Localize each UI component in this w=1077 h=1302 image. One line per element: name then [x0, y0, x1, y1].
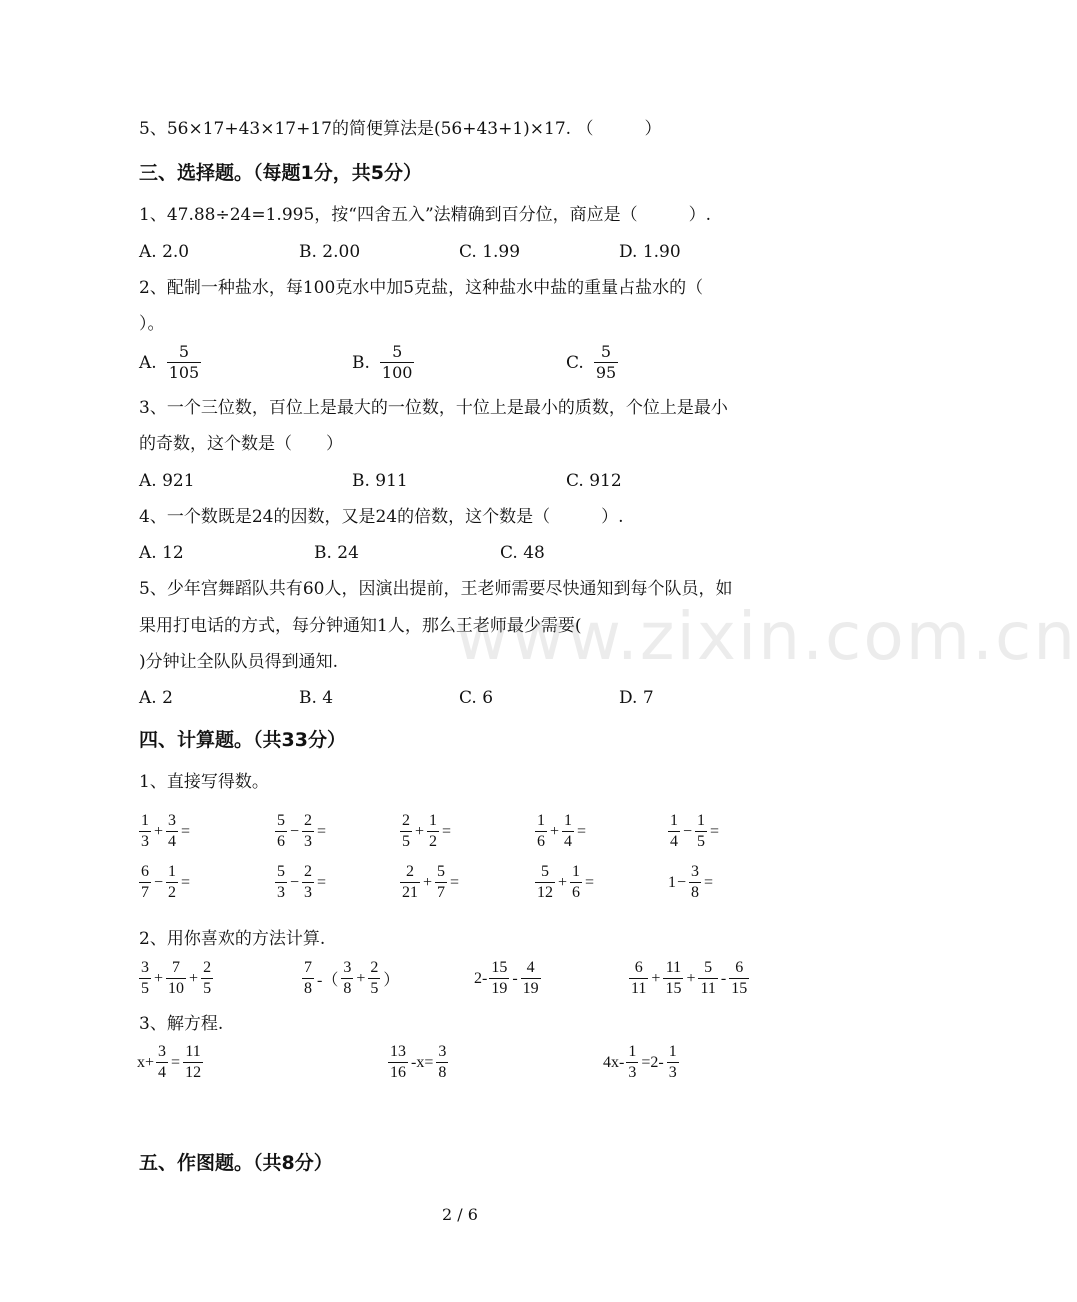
- numerator: 1: [628, 1043, 637, 1060]
- equals-sign: =: [585, 873, 595, 891]
- mental-calc-r2-2: [273, 862, 327, 903]
- fraction: [698, 958, 717, 999]
- fraction: [139, 958, 151, 999]
- section-3-heading: 三、选择题。（每题1分，共5分）: [139, 162, 422, 184]
- q5-option-d: D. 7: [619, 688, 654, 708]
- denominator: 8: [691, 884, 700, 901]
- numerator: 5: [600, 342, 612, 361]
- numerator: 5: [392, 342, 403, 361]
- q1-option-d: D. 1.90: [619, 242, 681, 262]
- fraction: [695, 811, 707, 852]
- calc-part-1-title: 1、直接写得数。: [139, 772, 269, 792]
- numerator: 1: [670, 812, 678, 829]
- denominator: 8: [438, 1064, 447, 1081]
- equals-sign: =: [181, 822, 191, 840]
- numerator: 5: [178, 342, 190, 361]
- fraction: [341, 958, 353, 999]
- section-5-heading: 五、作图题。（共8分）: [139, 1152, 333, 1174]
- q2-option-c: [566, 342, 620, 383]
- choice-question-5-line3: )分钟让全队队员得到通知.: [139, 652, 339, 672]
- denominator: 4: [168, 833, 177, 850]
- numerator: 11: [185, 1043, 201, 1060]
- denominator: 95: [595, 363, 617, 382]
- denominator: 5: [370, 980, 379, 997]
- denominator: 15: [665, 980, 682, 997]
- equation-1: [137, 1042, 205, 1083]
- mental-calc-r1-3: [398, 811, 452, 852]
- numerator: 1: [429, 812, 438, 829]
- fraction: [535, 862, 555, 903]
- numerator: 3: [343, 959, 352, 976]
- equals-sign: =: [181, 873, 191, 891]
- numerator: 1: [168, 863, 177, 880]
- fraction: [166, 958, 186, 999]
- choice-question-2-line2: ）。: [139, 314, 165, 334]
- equation-prefix: x+: [137, 1053, 155, 1071]
- numerator: 3: [141, 959, 149, 976]
- calc-expression-2: [300, 958, 400, 999]
- mental-calc-r1-4: [533, 811, 587, 852]
- q4-option-b: B. 24: [314, 543, 359, 563]
- equals-sign: =: [442, 822, 452, 840]
- denominator: 5: [141, 980, 149, 997]
- numerator: 7: [304, 959, 312, 976]
- fraction: [388, 1042, 408, 1083]
- fraction: [275, 862, 287, 903]
- calc-part-2-title: 2、用你喜欢的方法计算.: [139, 929, 326, 949]
- equals-sign: =: [577, 822, 587, 840]
- operator: +: [154, 822, 164, 840]
- operator: −: [154, 873, 164, 891]
- numerator: 2: [304, 863, 313, 880]
- operator: +: [189, 969, 199, 987]
- whole-number: 2-: [474, 969, 488, 987]
- numerator: 1: [141, 812, 149, 829]
- equation-prefix: 4x-: [603, 1053, 625, 1071]
- q5-option-c: C. 6: [459, 688, 494, 708]
- fraction: [535, 811, 547, 852]
- fraction: [183, 1042, 203, 1083]
- denominator: 3: [668, 1064, 677, 1081]
- numerator: 7: [172, 959, 181, 976]
- mental-calc-r2-1: [137, 862, 191, 903]
- denominator: 6: [277, 833, 285, 850]
- fraction: [570, 862, 582, 903]
- choice-question-2-line1: 2、配制一种盐水，每100克水中加5克盐，这种盐水中盐的重量占盐水的（: [139, 278, 704, 298]
- fraction: [275, 811, 287, 852]
- watermark: www.zixin.com.cn: [455, 598, 1077, 675]
- fraction: [368, 958, 380, 999]
- equals-sign: =: [710, 822, 720, 840]
- denominator: 4: [670, 833, 678, 850]
- q2-option-a: [139, 342, 203, 383]
- fraction: [139, 811, 151, 852]
- denominator: 3: [141, 833, 149, 850]
- mental-calc-r1-1: [137, 811, 191, 852]
- section-4-heading: 四、计算题。（共33分）: [139, 729, 346, 751]
- numerator: 5: [277, 812, 285, 829]
- fraction: [521, 958, 541, 999]
- operator: -（: [317, 972, 339, 989]
- fraction: [427, 811, 439, 852]
- choice-question-5-line2: 果用打电话的方式，每分钟通知1人，那么王老师最少需要(: [139, 616, 582, 636]
- operator: −: [290, 873, 300, 891]
- fraction: [201, 958, 213, 999]
- denominator: 19: [491, 980, 508, 997]
- operator: +: [154, 969, 164, 987]
- denominator: 4: [158, 1064, 167, 1081]
- q3-option-b: B. 911: [352, 471, 408, 491]
- fraction: [166, 862, 178, 903]
- equals-sign: =: [317, 822, 327, 840]
- denominator: 12: [185, 1064, 202, 1081]
- fraction: [302, 862, 314, 903]
- numerator: 2: [304, 812, 313, 829]
- operator: +: [423, 873, 433, 891]
- numerator: 2: [370, 959, 379, 976]
- q1-option-b: B. 2.00: [299, 242, 361, 262]
- denominator: 10: [168, 980, 185, 997]
- operator: −: [677, 873, 687, 891]
- denominator: 4: [564, 833, 573, 850]
- numerator: 1: [564, 812, 573, 829]
- equation-middle: =2-: [641, 1053, 664, 1071]
- operator: +: [415, 822, 425, 840]
- denominator: 7: [141, 884, 149, 901]
- q2-option-b: [352, 342, 416, 383]
- calc-expression-4: [627, 958, 751, 999]
- numerator: 5: [704, 959, 713, 976]
- operator: -: [720, 969, 727, 987]
- numerator: 5: [277, 863, 285, 880]
- numerator: 3: [158, 1043, 167, 1060]
- numerator: 2: [402, 812, 410, 829]
- fraction: [489, 958, 509, 999]
- mental-calc-r2-3: [398, 862, 460, 903]
- fraction: [626, 1042, 638, 1083]
- denominator: 8: [304, 980, 312, 997]
- operator: +: [651, 969, 661, 987]
- fraction: [663, 958, 683, 999]
- numerator: 2: [406, 863, 414, 880]
- q2-option-c-fraction: [594, 342, 618, 383]
- denominator: 2: [168, 884, 177, 901]
- q5-option-b: B. 4: [299, 688, 334, 708]
- numerator: 13: [390, 1043, 406, 1060]
- q3-option-c: C. 912: [566, 471, 622, 491]
- equals-sign: =: [450, 873, 460, 891]
- operator: −: [683, 822, 693, 840]
- denominator: 11: [700, 980, 716, 997]
- denominator: 3: [628, 1064, 637, 1081]
- judge-question-5: 5、56×17+43×17+17的简便算法是(56+43+1)×17. （ ）: [139, 119, 662, 139]
- calc-part-3-title: 3、解方程.: [139, 1014, 224, 1034]
- equation-3: [603, 1042, 681, 1083]
- fraction: [689, 862, 701, 903]
- numerator: 1: [697, 812, 706, 829]
- operator: -: [512, 969, 518, 987]
- fraction: [166, 811, 178, 852]
- operator: +: [550, 822, 560, 840]
- choice-question-4: 4、一个数既是24的因数，又是24的倍数，这个数是（ ）.: [139, 507, 624, 527]
- numerator: 5: [541, 863, 549, 880]
- equals-sign: =: [704, 873, 714, 891]
- fraction: [436, 1042, 448, 1083]
- numerator: 6: [634, 959, 643, 976]
- numerator: 3: [168, 812, 177, 829]
- fraction: [302, 811, 314, 852]
- q2-option-a-fraction: [167, 342, 202, 383]
- page-number: 2 / 6: [442, 1205, 478, 1224]
- fraction: [156, 1042, 168, 1083]
- choice-question-3-line2: 的奇数，这个数是（ ）: [139, 434, 343, 454]
- denominator: 7: [437, 884, 446, 901]
- denominator: 105: [168, 363, 200, 382]
- equation-2: [386, 1042, 450, 1083]
- q1-option-a: A. 2.0: [139, 242, 190, 262]
- denominator: 6: [572, 884, 581, 901]
- calc-expression-1: [137, 958, 215, 999]
- denominator: 11: [631, 980, 647, 997]
- numerator: 1: [668, 1043, 677, 1060]
- closing-paren: ）: [383, 972, 400, 989]
- q3-option-a: A. 921: [139, 471, 195, 491]
- mental-calc-r1-2: [273, 811, 327, 852]
- q2-option-b-letter: B.: [352, 352, 370, 373]
- denominator: 6: [537, 833, 545, 850]
- numerator: 3: [438, 1043, 447, 1060]
- q2-option-a-letter: A.: [139, 352, 157, 373]
- denominator: 100: [381, 363, 413, 382]
- numerator: 2: [203, 959, 212, 976]
- q5-option-a: A. 2: [139, 688, 173, 708]
- denominator: 15: [731, 980, 748, 997]
- denominator: 12: [537, 884, 553, 901]
- fraction: [667, 1042, 679, 1083]
- whole-number: 1: [668, 873, 676, 891]
- q2-option-c-letter: C.: [566, 352, 584, 373]
- fraction: [668, 811, 680, 852]
- fraction: [400, 862, 420, 903]
- mental-calc-r2-4: [533, 862, 595, 903]
- denominator: 19: [522, 980, 539, 997]
- calc-expression-3: [474, 958, 543, 999]
- denominator: 5: [203, 980, 212, 997]
- mental-calc-r1-5: [666, 811, 720, 852]
- equation-middle: =: [171, 1053, 181, 1071]
- q1-option-c: C. 1.99: [459, 242, 521, 262]
- numerator: 1: [537, 812, 545, 829]
- denominator: 3: [304, 884, 313, 901]
- numerator: 3: [691, 863, 700, 880]
- denominator: 16: [390, 1064, 406, 1081]
- choice-question-3-line1: 3、一个三位数，百位上是最大的一位数，十位上是最小的质数，个位上是最小: [139, 398, 728, 418]
- q4-option-c: C. 48: [500, 543, 545, 563]
- q2-option-b-fraction: [380, 342, 415, 383]
- numerator: 1: [572, 863, 581, 880]
- operator: −: [290, 822, 300, 840]
- q4-option-a: A. 12: [139, 543, 184, 563]
- denominator: 5: [402, 833, 410, 850]
- equation-middle: -x=: [411, 1053, 434, 1071]
- denominator: 3: [304, 833, 313, 850]
- numerator: 6: [735, 959, 744, 976]
- operator: +: [356, 969, 366, 987]
- denominator: 2: [429, 833, 438, 850]
- fraction: [400, 811, 412, 852]
- fraction: [435, 862, 447, 903]
- choice-question-1: 1、47.88÷24=1.995，按“四舍五入”法精确到百分位，商应是（ ）.: [139, 205, 712, 225]
- choice-question-5-line1: 5、少年宫舞蹈队共有60人，因演出提前，王老师需要尽快通知到每个队员，如: [139, 579, 733, 599]
- operator: +: [686, 969, 696, 987]
- fraction: [562, 811, 574, 852]
- fraction: [302, 958, 314, 999]
- numerator: 15: [491, 959, 508, 976]
- denominator: 21: [402, 884, 418, 901]
- equals-sign: =: [317, 873, 327, 891]
- mental-calc-r2-5: [668, 862, 714, 903]
- fraction: [729, 958, 749, 999]
- denominator: 8: [343, 980, 352, 997]
- denominator: 3: [277, 884, 285, 901]
- fraction: [139, 862, 151, 903]
- numerator: 4: [526, 959, 535, 976]
- numerator: 5: [437, 863, 446, 880]
- fraction: [629, 958, 648, 999]
- denominator: 5: [697, 833, 706, 850]
- numerator: 6: [141, 863, 149, 880]
- operator: +: [558, 873, 568, 891]
- numerator: 11: [665, 959, 682, 976]
